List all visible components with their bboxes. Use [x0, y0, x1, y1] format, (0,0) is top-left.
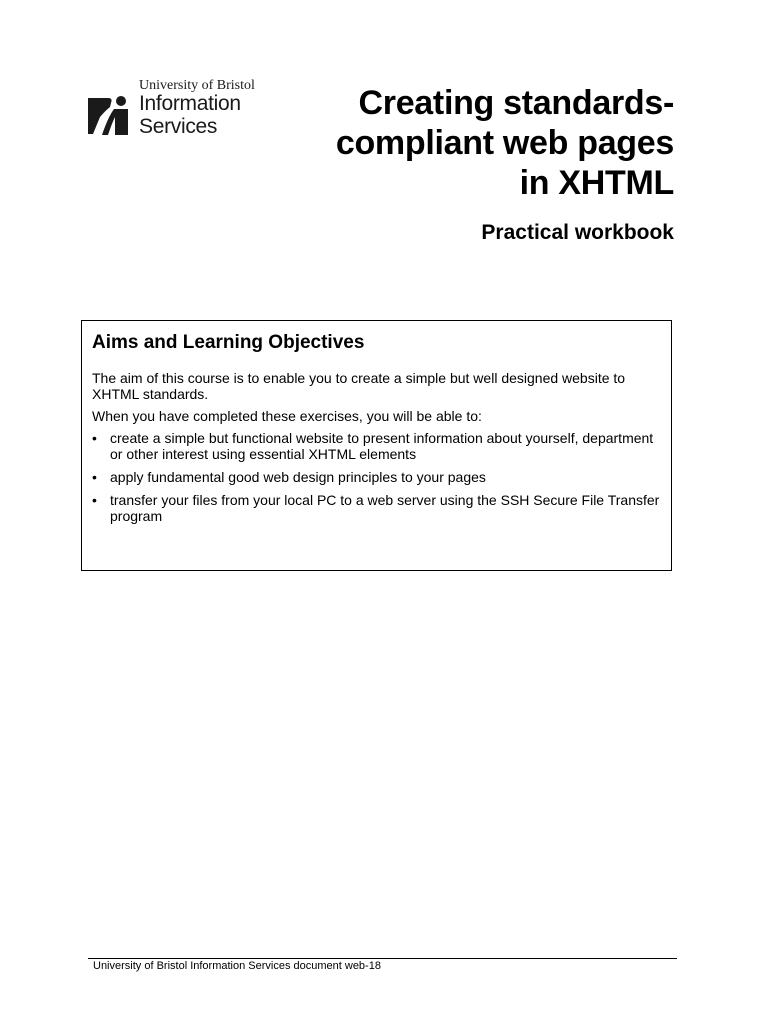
- logo-services-text: Services: [139, 115, 218, 138]
- title-line-1: Creating standards-: [358, 84, 674, 122]
- logo-university-text: University of Bristol: [139, 78, 255, 93]
- aims-paragraph: The aim of this course is to enable you to create a simple but well designed website to XHTML standards.: [92, 370, 626, 402]
- title-line-3: in XHTML: [519, 164, 674, 202]
- bullet-icon: •: [92, 430, 97, 446]
- bristol-logo-icon: [88, 95, 132, 137]
- list-item: [92, 492, 661, 524]
- footer-divider: [88, 958, 677, 959]
- aims-heading: Aims and Learning Objectives: [92, 332, 365, 353]
- footer-text: University of Bristol Information Services document web-18: [93, 960, 381, 972]
- document-title: [254, 83, 674, 203]
- title-line-2: compliant web pages: [335, 124, 674, 162]
- aims-paragraph: When you have completed these exercises, you will be able to:: [92, 408, 482, 424]
- title-block: [254, 83, 674, 246]
- aims-objectives-box: [81, 320, 672, 571]
- document-subtitle: Practical workbook: [481, 221, 674, 244]
- bullet-icon: •: [92, 469, 97, 485]
- list-item-text: transfer your files from your local PC to a web server using the SSH Secure File Transfer program: [110, 492, 660, 524]
- list-item: [92, 469, 661, 485]
- list-item: [92, 430, 661, 462]
- list-item-text: apply fundamental good web design principles to your pages: [110, 469, 486, 485]
- objectives-list: [92, 430, 661, 524]
- bullet-icon: •: [92, 492, 97, 508]
- list-item-text: create a simple but functional website to present information about yourself, department or other interest using essential XHTML elements: [110, 430, 654, 462]
- logo-information-text: Information: [139, 92, 241, 115]
